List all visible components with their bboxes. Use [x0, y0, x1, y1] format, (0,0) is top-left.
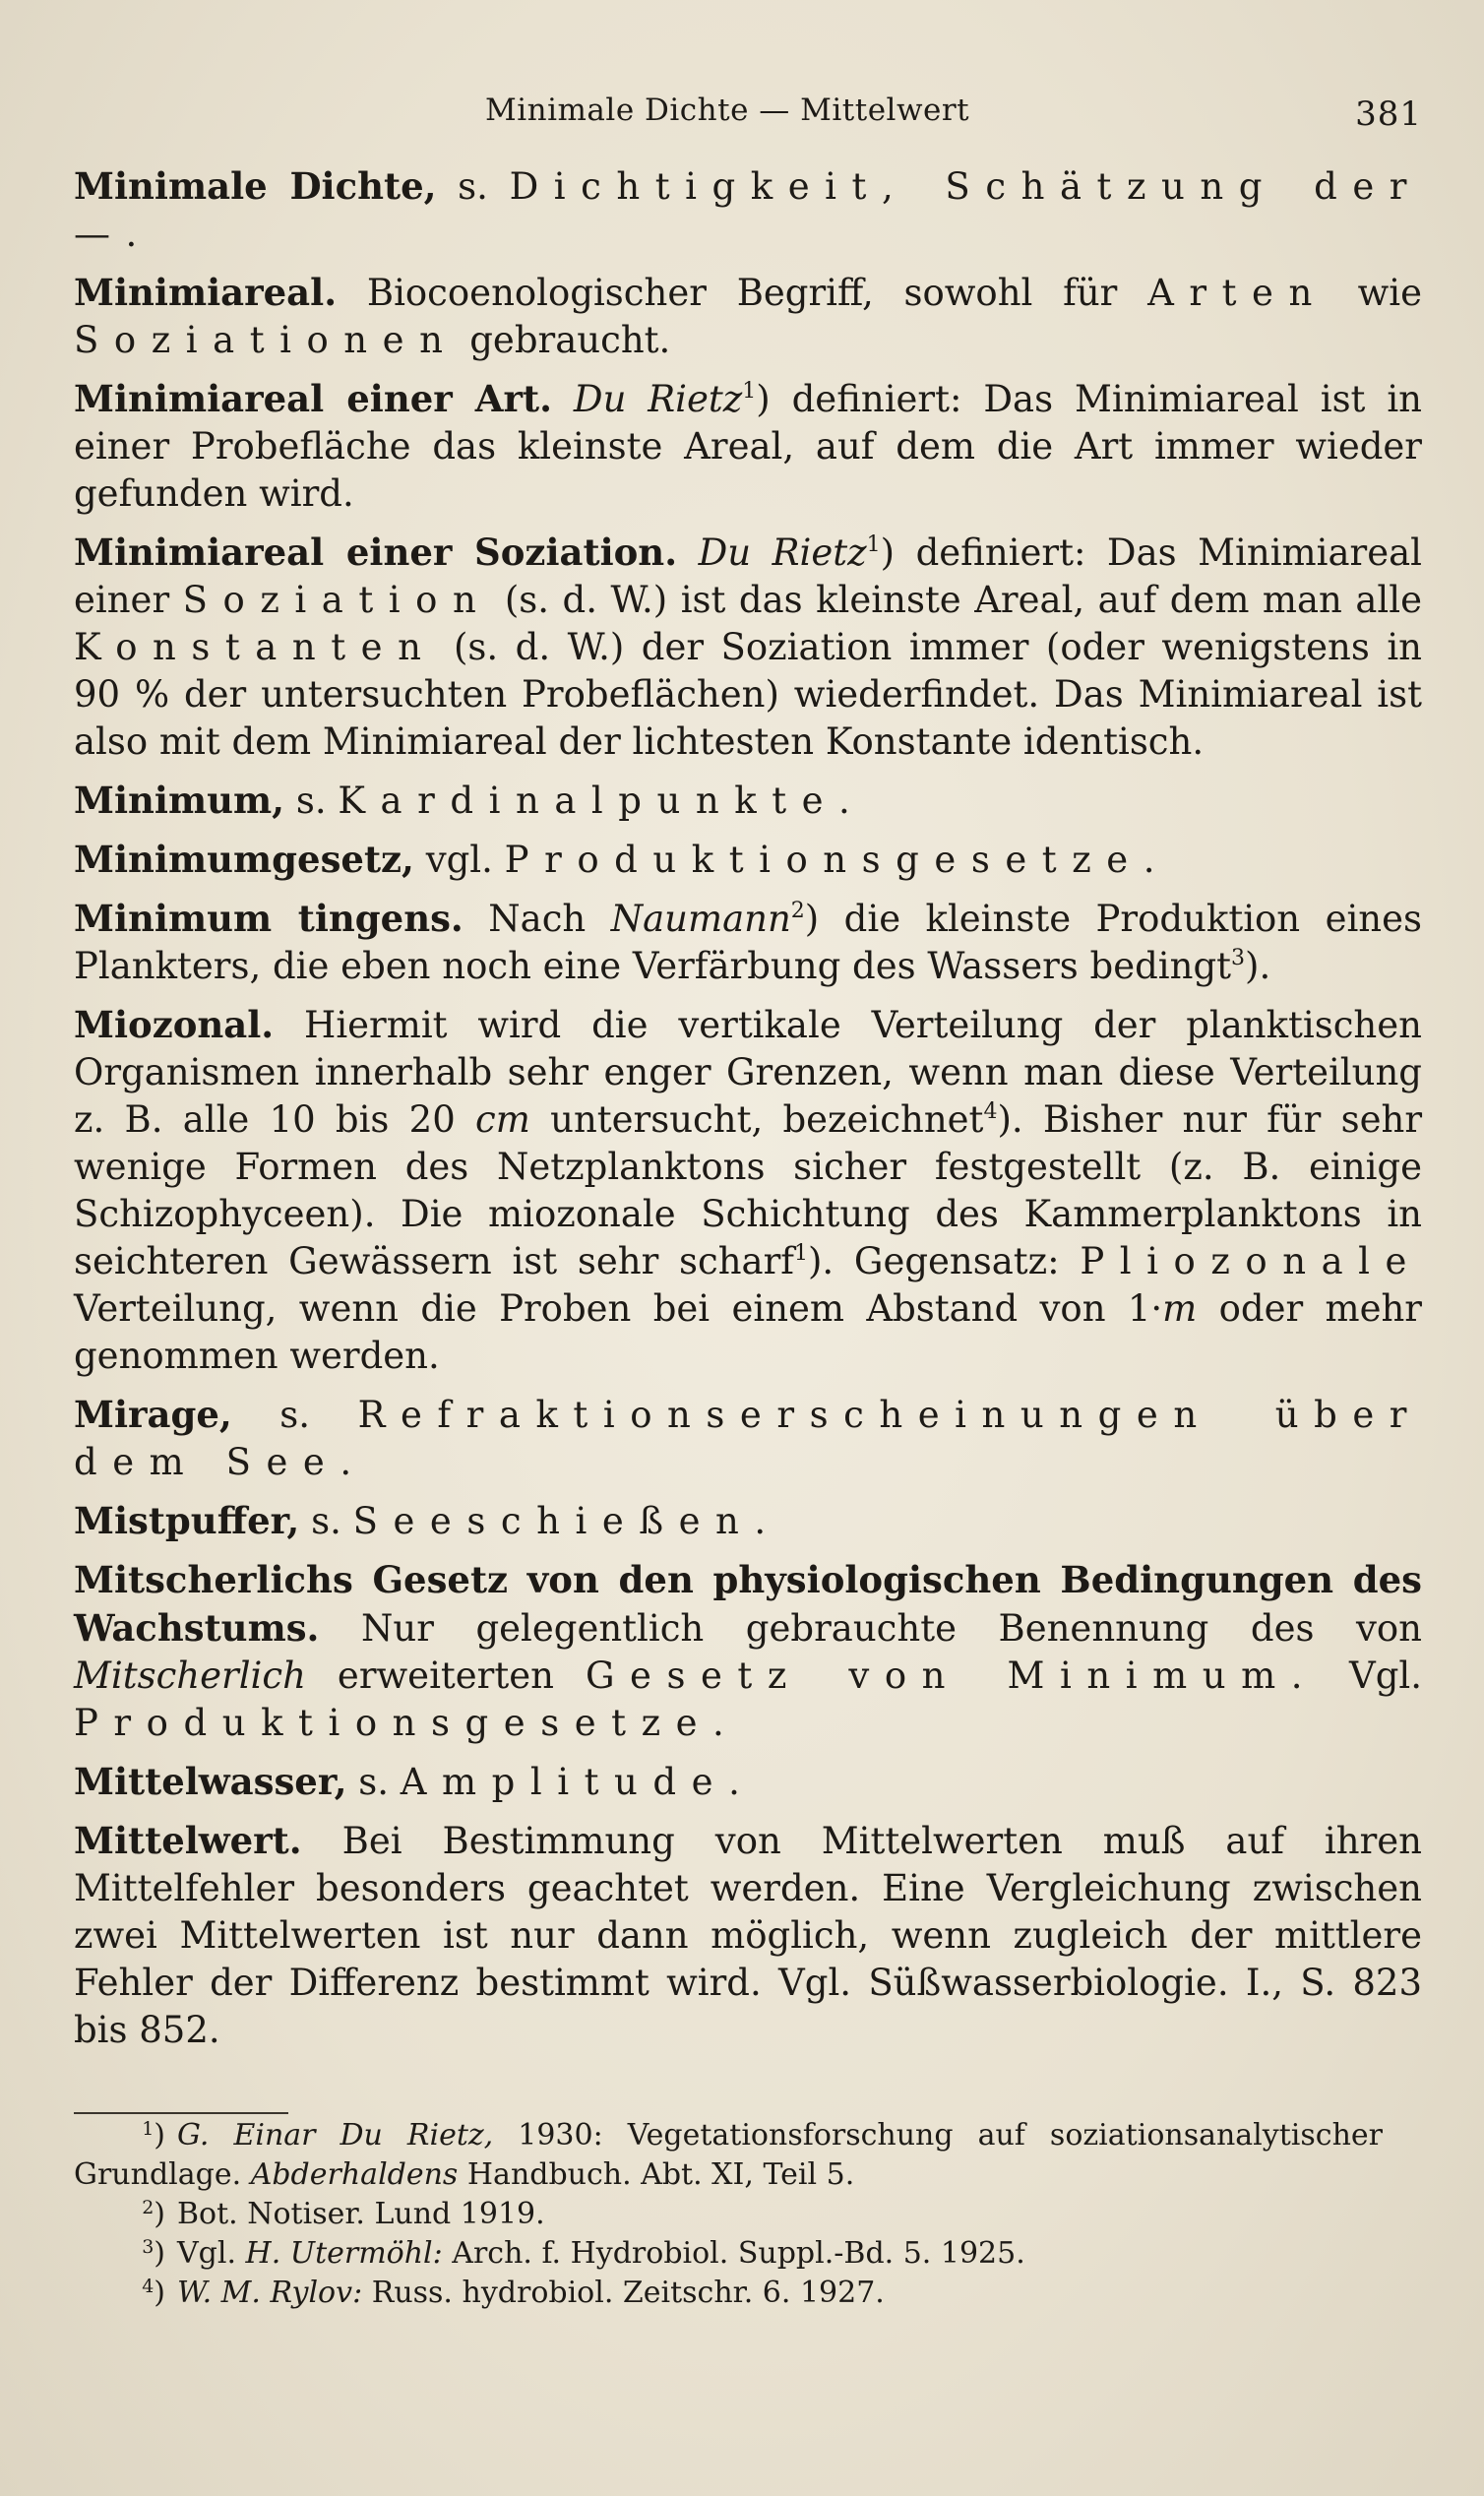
cross-reference: Kardinalpunkte.	[338, 780, 866, 822]
cross-reference: Amplitude.	[400, 1761, 756, 1803]
work-title: Abderhaldens	[250, 2157, 459, 2192]
page-header	[74, 87, 1422, 146]
entry-text: gebraucht.	[469, 319, 671, 361]
entry-minimiareal-art	[74, 375, 1422, 518]
entry-text: Nur gelegentlich gebrauchte Benennung des von	[361, 1607, 1423, 1650]
author-name: Du Rietz	[573, 378, 743, 420]
entry-text: Vgl.	[1349, 1654, 1422, 1697]
entry-text: ) definiert: Das Minimiareal ist in einer Probefläche das kleinste Areal, auf dem die Art immer wieder gefunden wird.	[74, 378, 1422, 515]
footnote-text: 1930: Vegetationsforschung auf soziationsanalytischer Grundlage.	[74, 2118, 1383, 2192]
footnote-ref: 1	[742, 379, 757, 404]
lemma: Minimum,	[74, 779, 285, 822]
entry-text: s.	[295, 780, 327, 822]
entry-text: ) die kleinste Produktion eines Plankters, die eben noch eine Verfärbung des Wassers bedingt	[74, 898, 1423, 987]
spaced-term: Arten	[1147, 272, 1328, 314]
footnotes	[74, 2116, 1383, 2313]
footnote-1: $^1$) G. Einar Du Rietz, 1930: Vegetationsforschung auf soziationsanalytischer Grundlage. Abderhaldens Handbuch. Abt. XI, Teil 5.	[74, 2118, 1383, 2192]
lemma: Mittelwert.	[74, 1819, 302, 1862]
entry-text: ).	[1245, 945, 1271, 987]
footnote-ref: 4	[983, 1099, 998, 1124]
lemma: Minimum tingens.	[74, 897, 464, 940]
spaced-term: Soziation	[182, 579, 492, 621]
footnote-number: 4	[142, 2276, 155, 2297]
lemma: Minimiareal einer Soziation.	[74, 530, 678, 574]
entry-minimumgesetz	[74, 836, 1422, 884]
entry-text: s.	[458, 165, 488, 208]
author-name: Du Rietz	[698, 531, 867, 574]
entry-text: (s. d. W.) der Soziation immer (oder wenigstens in 90 % der untersuchten Probeflächen) wiederfindet. Das Minimiareal ist also mit dem Minimiareal der lichtesten Konstante identisch.	[74, 626, 1422, 763]
entry-mirage	[74, 1391, 1422, 1486]
lemma: Minimiareal.	[74, 271, 338, 314]
footnote-number: 2	[142, 2197, 155, 2218]
footnote-text: Arch. f. Hydrobiol. Suppl.-Bd. 5. 1925.	[452, 2236, 1025, 2271]
footnote-ref: 1	[866, 532, 881, 557]
footnote-ref: 2	[790, 899, 805, 923]
footnote-2: $^2$) Bot. Notiser. Lund 1919.	[142, 2197, 545, 2231]
spaced-term: Gesetz von Minimum.	[585, 1654, 1319, 1697]
entry-text: ). Bisher nur für sehr wenige Formen des Netzplanktons sicher festgestellt (z. B. einige Schizophyceen). Die miozonale Schichtung des Kammerplanktons in seichteren Gewässern ist sehr scharf	[74, 1098, 1423, 1282]
cross-reference: Produktionsgesetze.	[504, 839, 1170, 881]
footnote-4: $^4$) W. M. Rylov: Russ. hydrobiol. Zeitschr. 6. 1927.	[142, 2276, 885, 2310]
footnote-text: Vgl.	[177, 2236, 236, 2271]
author-name: W. M. Rylov:	[177, 2276, 363, 2310]
lemma: Minimale Dichte,	[74, 164, 437, 208]
spaced-term: Pliozonale	[1080, 1240, 1422, 1282]
entry-text: erweiterten	[337, 1654, 554, 1697]
entry-text: wie	[1357, 272, 1423, 314]
entry-text: oder mehr genommen werden.	[74, 1287, 1422, 1377]
lemma: Miozonal.	[74, 1003, 275, 1046]
entry-mittelwasser	[74, 1758, 1422, 1806]
page-number: 381	[1355, 94, 1422, 134]
lemma: Minimiareal einer Art.	[74, 377, 552, 420]
footnote-ref: 1	[793, 1241, 808, 1266]
dictionary-entries	[74, 162, 1422, 2065]
lemma: Minimumgesetz,	[74, 838, 414, 881]
entry-mittelwert	[74, 1817, 1422, 2054]
lemma: Mistpuffer,	[74, 1499, 300, 1542]
entry-text: (s. d. W.) ist das kleinste Areal, auf dem man alle	[504, 579, 1422, 621]
footnote-text: Bot. Notiser. Lund 1919.	[177, 2197, 545, 2231]
footnote-number: 1	[142, 2118, 155, 2140]
entry-text: Biocoenologischer Begriff, sowohl für	[366, 272, 1118, 314]
lemma: Mittelwasser,	[74, 1760, 347, 1803]
spaced-term: Soziationen	[74, 319, 459, 361]
entry-text: untersucht, bezeichnet	[550, 1098, 984, 1141]
unit: cm	[475, 1098, 530, 1141]
cross-reference: Refraktionserscheinungen über dem See.	[74, 1394, 1422, 1483]
cross-reference: Dichtigkeit, Schätzung der —.	[74, 165, 1423, 255]
footnote-3: $^3$) Vgl. H. Utermöhl: Arch. f. Hydrobiol. Suppl.-Bd. 5. 1925.	[142, 2236, 1025, 2271]
footnote-number: 3	[142, 2236, 155, 2258]
author-name: Mitscherlich	[74, 1654, 306, 1697]
footnote-divider	[74, 2112, 288, 2114]
entry-minimale-dichte	[74, 162, 1422, 258]
entry-mistpuffer	[74, 1497, 1422, 1545]
entry-text: Hiermit wird die vertikale Verteilung der planktischen Organismen innerhalb sehr enger Grenzen, wenn man diese Verteilung z. B. alle 10 bis 20	[74, 1004, 1422, 1141]
entry-minimum	[74, 777, 1422, 825]
entry-text: ) definiert: Das Minimiareal einer	[74, 531, 1423, 621]
entry-text: Bei Bestimmung von Mittelwerten muß auf ihren Mittelfehler besonders geachtet werden. Eine Vergleichung zwischen zwei Mittelwerten ist nur dann möglich, wenn zugleich der mittlere Fehler der Differenz bestimmt wird. Vgl. Süßwasserbiologie. I., S. 823 bis 852.	[74, 1820, 1423, 2051]
footnote-text: Handbuch. Abt. XI, Teil 5.	[466, 2157, 855, 2192]
entry-minimum-tingens	[74, 895, 1422, 990]
footnote-text: Russ. hydrobiol. Zeitschr. 6. 1927.	[371, 2276, 885, 2310]
author-name: H. Utermöhl:	[245, 2236, 443, 2271]
footnote-ref: 3	[1231, 946, 1246, 970]
cross-reference: Produktionsgesetze.	[74, 1702, 740, 1744]
entry-text: s.	[279, 1394, 311, 1436]
author-name: G. Einar Du Rietz,	[177, 2118, 494, 2153]
unit: m	[1162, 1287, 1198, 1330]
lemma: Mirage,	[74, 1393, 232, 1436]
entry-text: ). Gegensatz:	[807, 1240, 1060, 1282]
entry-mitscherlichs-gesetz	[74, 1556, 1422, 1747]
spaced-term: Konstanten	[74, 626, 437, 668]
author-name: Naumann	[610, 898, 791, 940]
entry-text: Verteilung, wenn die Proben bei einem Abstand von 1·	[74, 1287, 1163, 1330]
cross-reference: Seeschießen.	[352, 1500, 781, 1542]
entry-text: s.	[358, 1761, 390, 1803]
entry-miozonal	[74, 1001, 1422, 1380]
entry-text: Nach	[488, 898, 587, 940]
running-title: Minimale Dichte — Mittelwert	[485, 93, 970, 128]
entry-minimiareal-soziation	[74, 529, 1422, 766]
entry-text: s.	[311, 1500, 341, 1542]
entry-text: vgl.	[425, 839, 493, 881]
entry-minimiareal	[74, 269, 1422, 364]
lemma: Mitscherlichs Gesetz von den physiologischen Bedingungen des Wachstums.	[74, 1558, 1422, 1650]
